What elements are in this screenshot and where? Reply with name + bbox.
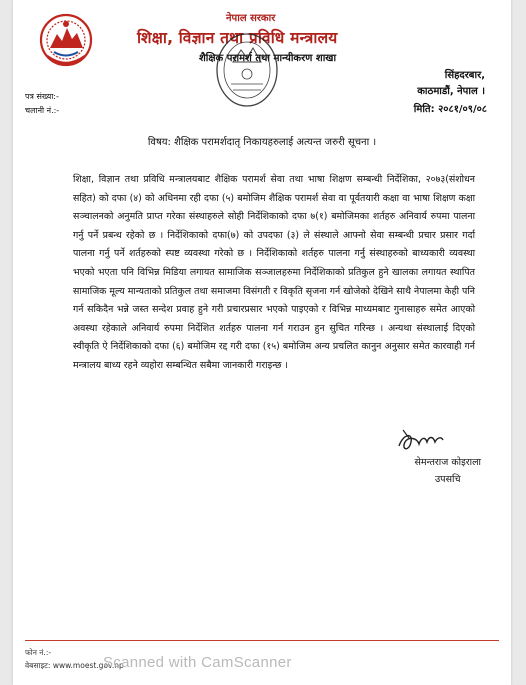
- office-address: [417, 68, 485, 100]
- date-label: मिति:: [413, 104, 435, 115]
- date-value: २०८१/०९/०८: [438, 104, 487, 115]
- signatory-designation: उपसचि: [434, 474, 461, 485]
- letter-date: [414, 101, 487, 115]
- letter-page: [13, 0, 511, 685]
- signature-icon: [393, 426, 447, 456]
- camscanner-watermark: Scanned with CamScanner: [103, 654, 292, 671]
- body-paragraph: शिक्षा, विज्ञान तथा प्रविधि मन्त्रालयबाट शैक्षिक परामर्श सेवा तथा भाषा शिक्षण सम्बन्धी निर्देशिका, २०७३(संशोधन सहित) को दफा (४) को अधिनमा रही दफा (५) बमोजिम शैक्षिक परामर्श सेवा वा पूर्वतयारी कक्षा वा भाषा शिक्षण कक्षा सञ्चालनको अनुमति प्राप्त गरेका संस्थाहरुले सोही निर्देशिकाको दफा ७(१) बमोजिमका शर्तहरु अनिवार्य रुपमा पालना गर्नु पर्ने प्रबन्ध रहेको छ । निर्देशिकाको दफा(७) को उपदफा (३) ले संस्थाले आफ्नो सेवा सम्बन्धी प्रचार प्रसार गर्दा पालना गर्नु पर्ने शर्तहरुको स्पष्ट व्यवस्था गरेको छ । निर्देशिकाको शर्तहरु पालना गर्नु संस्थाहरुको बाध्यकारी व्यवस्था भएको भएता पनि विभिन्न मिडिया लगायत सामाजिक सञ्जालहरुमा निर्देशिकाको प्रतिकुल हुने खालका लगायत स्थापित सामाजिक मूल्य मान्यताको प्रतिकुल तथा समाजमा विसंगती र विकृति सृजना गर्न खोजेको देखिने साथै नेपालमा केही पनि गर्न सकिदैन भन्ने जस्त सन्देश प्रवाह हुने गरी प्रचारप्रसार भएको पाइएको र विभिन्न माध्यमबाट गुनासाहरु समेत आएको अवस्था रहेकाले अनिवार्य रुपमा निर्देशित शर्तहरु पालना गर्न गराउन हुन सुचित गरिन्छ । अन्यथा संस्थालाई दिएको स्वीकृति ऐ निर्देशिकाको दफा (६) बमोजिम रद्द गरी दफा (१५) बमोजिम अन्य प्रचलित कानुन अनुसार समेत कारवाही गर्न मन्त्रालय बाध्य रहने व्यहोरा सम्बन्धित सबैमा जानकारी गराइन्छ ।: [73, 174, 475, 371]
- letter-body: [73, 171, 475, 376]
- section-name: शैक्षिक परामर्श तथा मान्यीकरण शाखा: [199, 53, 337, 64]
- nepal-emblem-icon: [39, 12, 93, 68]
- signatory-block: [414, 454, 481, 488]
- ministry-name: शिक्षा, विज्ञान तथा प्रविधि मन्त्रालय: [137, 29, 338, 47]
- subject-line: विषय: शैक्षिक परामर्शदातृ निकायहरुलाई अत्यन्त जरुरी सूचना ।: [147, 137, 377, 148]
- address-line-2: काठमाडौं, नेपाल ।: [417, 86, 485, 97]
- office-stamp-icon: [211, 26, 283, 110]
- address-line-1: सिंहदरबार,: [444, 70, 485, 81]
- reference-block: [25, 90, 59, 118]
- footer-divider: [25, 640, 499, 641]
- government-name: नेपाल सरकार: [226, 13, 276, 24]
- dispatch-number-label: चलानी नं.:-: [25, 106, 60, 115]
- footer-website: वेबसाइट: www.moest.gov.np: [25, 661, 124, 670]
- footer-phone-label: फोन नं.:-: [25, 648, 52, 657]
- signatory-name: सेमन्तराज कोइराला: [414, 457, 481, 468]
- letter-number-label: पत्र संख्या:-: [25, 92, 59, 101]
